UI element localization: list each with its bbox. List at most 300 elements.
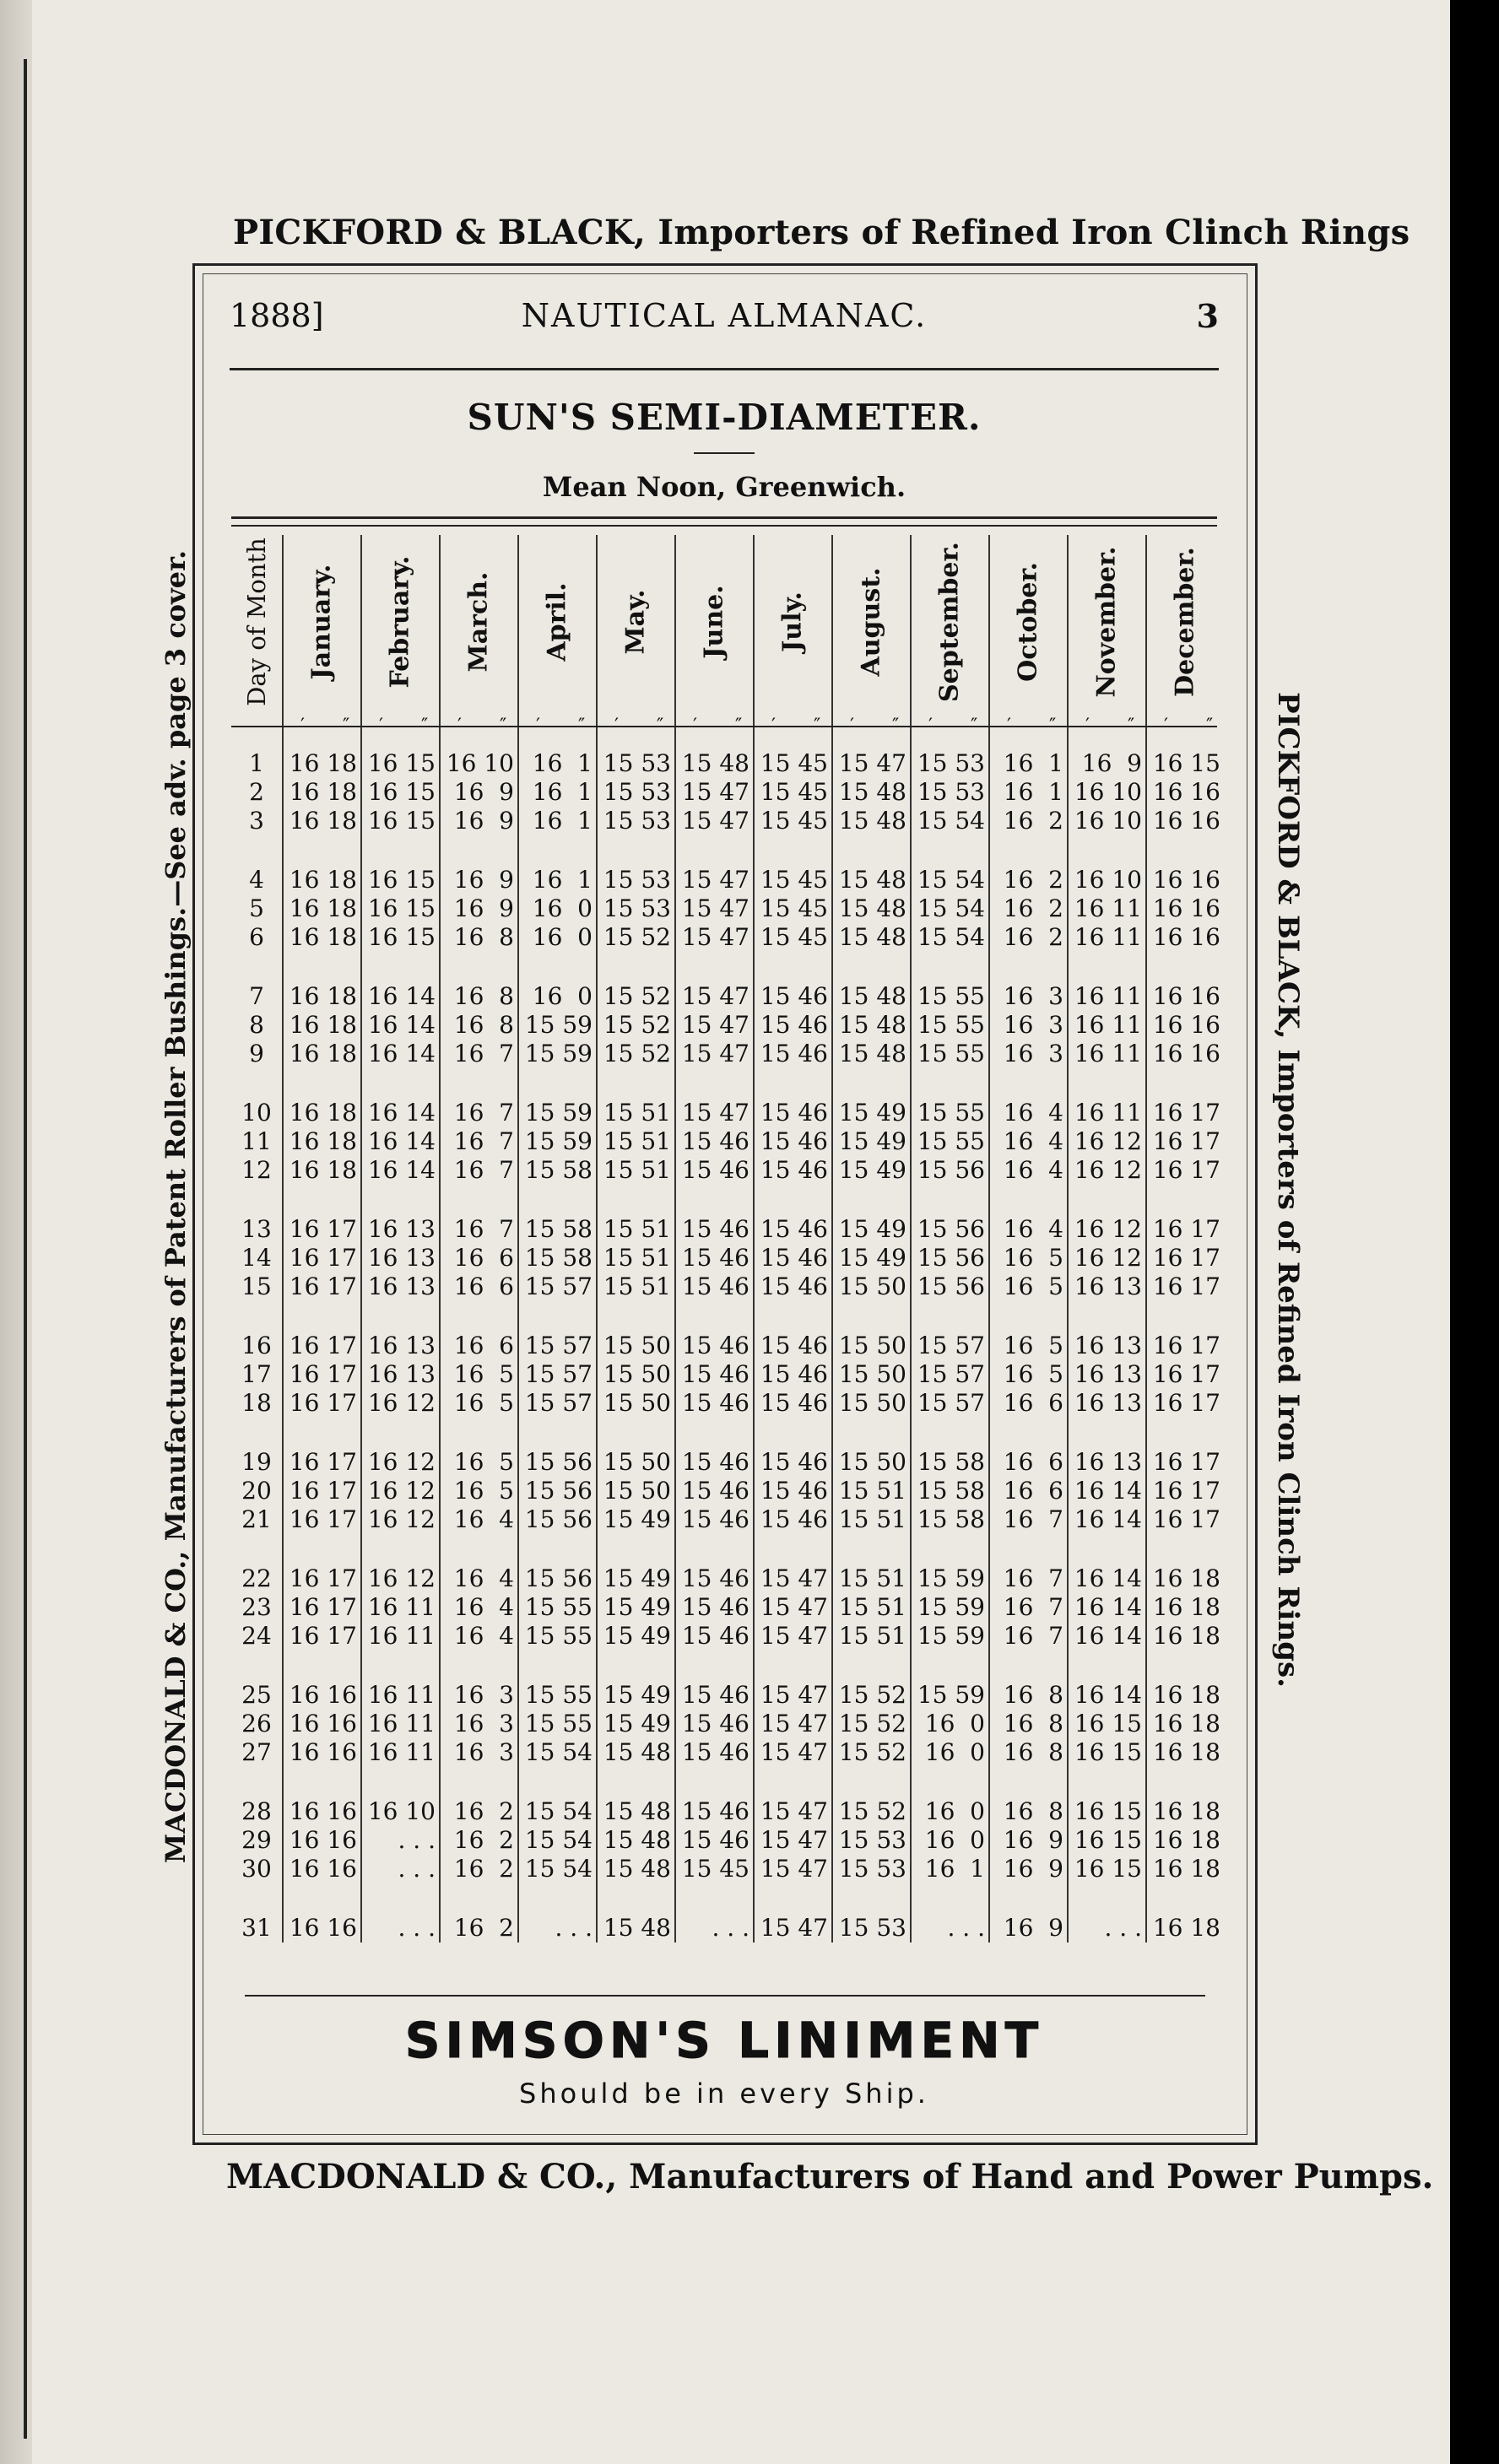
value-cell: 15 51 [603, 1215, 671, 1243]
value-cell: 16 4 [1003, 1127, 1063, 1155]
value-cell: 15 47 [681, 982, 750, 1010]
day-cell: 25 [241, 1681, 272, 1709]
value-cell: 15 50 [603, 1477, 671, 1505]
value-cell: 16 17 [1152, 1215, 1220, 1243]
value-cell: 15 53 [603, 807, 671, 835]
value-cell: 16 2 [1003, 866, 1063, 894]
value-cell: 15 55 [524, 1593, 593, 1621]
value-cell: 16 18 [1152, 1826, 1220, 1854]
value-cell: 16 13 [367, 1244, 436, 1272]
value-cell: 16 5 [453, 1448, 514, 1476]
page-edge-shadow [1450, 0, 1499, 2464]
value-cell: 16 7 [453, 1127, 514, 1155]
value-cell: 15 46 [681, 1244, 750, 1272]
value-cell: 15 46 [760, 982, 828, 1010]
value-cell: . . . [398, 1914, 436, 1942]
value-cell: 15 46 [760, 1273, 828, 1300]
value-cell: 16 16 [1152, 807, 1220, 835]
value-cell: 16 7 [453, 1215, 514, 1243]
column-header-month: July. [777, 592, 807, 652]
unit-seconds-mark: ″ [1128, 716, 1135, 737]
value-cell: 15 47 [681, 1099, 750, 1127]
value-cell: 16 8 [1003, 1738, 1063, 1766]
value-cell: 15 49 [603, 1505, 671, 1533]
unit-seconds-mark: ″ [735, 716, 743, 737]
day-cell: 9 [249, 1040, 264, 1067]
column-header-month: January. [306, 564, 336, 680]
day-cell: 22 [241, 1564, 272, 1592]
value-cell: 15 50 [838, 1389, 906, 1417]
day-cell: 28 [241, 1797, 272, 1825]
column-header-month: May. [620, 589, 650, 655]
value-cell: 16 7 [453, 1099, 514, 1127]
value-cell: 15 49 [603, 1564, 671, 1592]
value-cell: 16 17 [1152, 1127, 1220, 1155]
value-cell: 15 50 [838, 1273, 906, 1300]
day-cell: 21 [241, 1505, 272, 1533]
day-cell: 7 [249, 982, 264, 1010]
value-cell: 16 9 [1003, 1855, 1063, 1883]
table-row [231, 1622, 1220, 1651]
day-cell: 27 [241, 1738, 272, 1766]
value-cell: 15 53 [603, 866, 671, 894]
table-row [231, 866, 1220, 894]
value-cell: 16 18 [289, 1127, 357, 1155]
value-cell: 16 17 [1152, 1099, 1220, 1127]
value-cell: 15 49 [603, 1622, 671, 1650]
value-cell: 16 9 [1081, 749, 1142, 777]
value-cell: 15 47 [838, 749, 906, 777]
value-cell: 16 11 [1074, 1040, 1142, 1067]
value-cell: 15 46 [760, 1040, 828, 1067]
value-cell: 16 13 [367, 1360, 436, 1388]
table-row [231, 1215, 1220, 1244]
value-cell: 16 14 [1074, 1681, 1142, 1709]
value-cell: 15 48 [838, 1011, 906, 1039]
value-cell: 15 46 [681, 1448, 750, 1476]
value-cell: 15 50 [603, 1360, 671, 1388]
value-cell: 16 8 [1003, 1797, 1063, 1825]
value-cell: 16 17 [1152, 1244, 1220, 1272]
value-cell: 15 59 [524, 1040, 593, 1067]
value-cell: 15 55 [917, 982, 985, 1010]
value-cell: 16 10 [1074, 778, 1142, 806]
value-cell: 16 0 [924, 1797, 985, 1825]
value-cell: 16 5 [453, 1389, 514, 1417]
value-cell: 16 2 [453, 1826, 514, 1854]
column-header-month: April. [542, 582, 571, 662]
table-row [231, 1011, 1220, 1040]
value-cell: 16 6 [453, 1244, 514, 1272]
value-cell: 15 47 [760, 1797, 828, 1825]
value-cell: . . . [947, 1914, 985, 1942]
value-cell: 15 51 [603, 1099, 671, 1127]
title-rule [694, 452, 755, 454]
value-cell: 16 18 [289, 894, 357, 922]
unit-minutes-mark: ′ [771, 716, 776, 737]
value-cell: 15 52 [603, 1011, 671, 1039]
value-cell: 15 57 [524, 1332, 593, 1359]
value-cell: 15 56 [917, 1156, 985, 1184]
value-cell: 15 48 [603, 1914, 671, 1942]
value-cell: 15 45 [760, 749, 828, 777]
value-cell: 16 4 [453, 1593, 514, 1621]
value-cell: 16 18 [289, 1011, 357, 1039]
value-cell: 16 15 [367, 923, 436, 951]
unit-minutes-mark: ′ [379, 716, 383, 737]
table-title: SUN'S SEMI-DIAMETER. [467, 397, 982, 438]
value-cell: 16 14 [367, 1156, 436, 1184]
column-header-day: Day of Month [242, 538, 271, 706]
value-cell: 16 13 [1074, 1389, 1142, 1417]
binding-line [24, 59, 27, 2439]
bottom-advertisement: MACDONALD & CO., Manufacturers of Hand and Power Pumps. [226, 2157, 1434, 2197]
value-cell: 15 49 [838, 1099, 906, 1127]
column-divider [753, 727, 755, 1943]
value-cell: 16 17 [1152, 1156, 1220, 1184]
value-cell: 16 15 [1074, 1797, 1142, 1825]
value-cell: 16 17 [289, 1593, 357, 1621]
value-cell: 16 12 [1074, 1215, 1142, 1243]
column-divider [439, 727, 441, 1943]
value-cell: 15 58 [524, 1215, 593, 1243]
day-cell: 15 [241, 1273, 272, 1300]
value-cell: 15 48 [681, 749, 750, 777]
value-cell: 16 11 [1074, 1099, 1142, 1127]
value-cell: 16 9 [453, 807, 514, 835]
value-cell: 15 47 [760, 1564, 828, 1592]
value-cell: 15 56 [917, 1244, 985, 1272]
value-cell: 16 16 [289, 1681, 357, 1709]
value-cell: 15 48 [838, 1040, 906, 1067]
value-cell: 15 54 [917, 866, 985, 894]
table-row [231, 1914, 1220, 1943]
value-cell: 15 52 [838, 1710, 906, 1737]
value-cell: 16 8 [453, 1011, 514, 1039]
table-row [231, 1040, 1220, 1068]
unit-seconds-mark: ″ [1049, 716, 1057, 737]
column-divider [517, 727, 519, 1943]
value-cell: 16 10 [1074, 866, 1142, 894]
column-divider [360, 727, 362, 1943]
value-cell: 16 3 [453, 1681, 514, 1709]
value-cell: 15 59 [917, 1622, 985, 1650]
value-cell: 16 1 [532, 807, 593, 835]
unit-seconds-mark: ″ [971, 716, 978, 737]
unit-seconds-mark: ″ [814, 716, 821, 737]
ad-rule [245, 1995, 1205, 1997]
value-cell: 15 47 [760, 1681, 828, 1709]
unit-seconds-mark: ″ [892, 716, 900, 737]
value-cell: 16 15 [1074, 1710, 1142, 1737]
value-cell: 15 46 [760, 1389, 828, 1417]
value-cell: 15 45 [681, 1855, 750, 1883]
value-cell: 15 46 [681, 1505, 750, 1533]
value-cell: 16 18 [1152, 1593, 1220, 1621]
value-cell: 15 48 [603, 1738, 671, 1766]
value-cell: 15 47 [760, 1826, 828, 1854]
day-cell: 11 [241, 1127, 272, 1155]
value-cell: 16 18 [289, 866, 357, 894]
value-cell: 16 1 [1003, 778, 1063, 806]
value-cell: . . . [398, 1855, 436, 1883]
value-cell: 16 5 [453, 1360, 514, 1388]
value-cell: 15 53 [838, 1826, 906, 1854]
value-cell: 16 16 [1152, 1011, 1220, 1039]
value-cell: 16 16 [289, 1826, 357, 1854]
value-cell: 15 46 [681, 1389, 750, 1417]
value-cell: 16 0 [924, 1738, 985, 1766]
value-cell: 15 49 [603, 1593, 671, 1621]
value-cell: 16 13 [367, 1273, 436, 1300]
value-cell: 15 46 [681, 1215, 750, 1243]
value-cell: 16 17 [289, 1332, 357, 1359]
value-cell: 16 7 [1003, 1505, 1063, 1533]
value-cell: 15 46 [760, 1360, 828, 1388]
value-cell: 15 52 [838, 1797, 906, 1825]
value-cell: 16 14 [1074, 1477, 1142, 1505]
value-cell: 16 17 [1152, 1389, 1220, 1417]
value-cell: 16 14 [367, 982, 436, 1010]
value-cell: 16 13 [1074, 1360, 1142, 1388]
value-cell: 15 51 [603, 1244, 671, 1272]
value-cell: 15 51 [838, 1505, 906, 1533]
column-divider [831, 535, 833, 726]
value-cell: 15 46 [760, 1477, 828, 1505]
day-cell: 4 [249, 866, 264, 894]
value-cell: 15 58 [524, 1156, 593, 1184]
value-cell: 15 50 [603, 1448, 671, 1476]
table-row [231, 1099, 1220, 1127]
unit-minutes-mark: ′ [850, 716, 854, 737]
value-cell: 15 52 [838, 1681, 906, 1709]
value-cell: 16 5 [453, 1477, 514, 1505]
value-cell: 16 18 [1152, 1622, 1220, 1650]
value-cell: 16 4 [453, 1505, 514, 1533]
value-cell: 15 47 [760, 1593, 828, 1621]
value-cell: 15 56 [524, 1448, 593, 1476]
value-cell: 15 46 [760, 1127, 828, 1155]
value-cell: 15 48 [603, 1797, 671, 1825]
column-divider [910, 535, 912, 726]
value-cell: 15 47 [760, 1738, 828, 1766]
value-cell: 15 46 [681, 1273, 750, 1300]
column-divider [753, 535, 755, 726]
unit-minutes-mark: ′ [928, 716, 933, 737]
column-divider [674, 535, 676, 726]
value-cell: 15 53 [838, 1914, 906, 1942]
value-cell: 15 46 [760, 1332, 828, 1359]
column-divider [517, 535, 519, 726]
value-cell: 16 13 [367, 1332, 436, 1359]
value-cell: 16 17 [1152, 1448, 1220, 1476]
value-cell: 16 2 [1003, 923, 1063, 951]
value-cell: 15 52 [603, 923, 671, 951]
value-cell: 16 14 [1074, 1593, 1142, 1621]
value-cell: 16 15 [1074, 1738, 1142, 1766]
value-cell: 15 56 [917, 1273, 985, 1300]
value-cell: 16 5 [1003, 1360, 1063, 1388]
value-cell: 16 18 [1152, 1710, 1220, 1737]
table-row [231, 894, 1220, 923]
value-cell: 16 18 [289, 749, 357, 777]
value-cell: 15 46 [681, 1622, 750, 1650]
value-cell: 15 57 [524, 1273, 593, 1300]
day-cell: 14 [241, 1244, 272, 1272]
ad-title: SIMSON'S LINIMENT [404, 2012, 1044, 2069]
value-cell: 15 47 [681, 778, 750, 806]
value-cell: 15 55 [917, 1040, 985, 1067]
value-cell: 15 47 [760, 1855, 828, 1883]
value-cell: . . . [712, 1914, 750, 1942]
value-cell: 16 17 [1152, 1360, 1220, 1388]
value-cell: 15 48 [838, 866, 906, 894]
day-cell: 18 [241, 1389, 272, 1417]
value-cell: 16 18 [289, 807, 357, 835]
table-row [231, 1505, 1220, 1534]
value-cell: 16 15 [367, 807, 436, 835]
unit-seconds-mark: ″ [343, 716, 350, 737]
value-cell: 16 10 [367, 1797, 436, 1825]
value-cell: 16 10 [446, 749, 514, 777]
value-cell: 16 11 [367, 1738, 436, 1766]
column-divider [1067, 727, 1069, 1943]
day-cell: 5 [249, 894, 264, 922]
value-cell: 15 57 [917, 1332, 985, 1359]
value-cell: . . . [555, 1914, 593, 1942]
value-cell: 15 50 [603, 1332, 671, 1359]
value-cell: 15 47 [760, 1914, 828, 1942]
value-cell: 16 7 [453, 1040, 514, 1067]
value-cell: 16 17 [1152, 1273, 1220, 1300]
value-cell: 15 46 [681, 1477, 750, 1505]
column-divider [439, 535, 441, 726]
day-cell: 23 [241, 1593, 272, 1621]
value-cell: 15 57 [917, 1389, 985, 1417]
day-cell: 10 [241, 1099, 272, 1127]
value-cell: 16 17 [289, 1389, 357, 1417]
value-cell: 15 53 [603, 778, 671, 806]
table-row [231, 1389, 1220, 1418]
value-cell: 16 13 [1074, 1332, 1142, 1359]
value-cell: 16 2 [453, 1855, 514, 1883]
value-cell: 15 51 [603, 1156, 671, 1184]
value-cell: 16 17 [289, 1360, 357, 1388]
value-cell: 16 17 [1152, 1505, 1220, 1533]
value-cell: 16 15 [1074, 1826, 1142, 1854]
value-cell: 16 18 [1152, 1564, 1220, 1592]
value-cell: 16 13 [367, 1215, 436, 1243]
value-cell: 15 46 [681, 1710, 750, 1737]
value-cell: 15 47 [760, 1622, 828, 1650]
value-cell: 15 46 [760, 1099, 828, 1127]
value-cell: 15 55 [917, 1127, 985, 1155]
table-row [231, 749, 1220, 778]
table-subtitle: Mean Noon, Greenwich. [542, 471, 906, 503]
value-cell: 16 2 [453, 1797, 514, 1825]
column-divider [910, 727, 912, 1943]
value-cell: 16 3 [453, 1738, 514, 1766]
value-cell: 15 54 [917, 923, 985, 951]
value-cell: 16 9 [1003, 1914, 1063, 1942]
value-cell: . . . [398, 1826, 436, 1854]
day-cell: 12 [241, 1156, 272, 1184]
unit-minutes-mark: ′ [614, 716, 619, 737]
value-cell: 16 6 [1003, 1477, 1063, 1505]
table-row [231, 1826, 1220, 1855]
value-cell: 16 4 [453, 1622, 514, 1650]
value-cell: 16 11 [367, 1622, 436, 1650]
value-cell: 16 5 [1003, 1332, 1063, 1359]
column-divider [1145, 535, 1147, 726]
value-cell: 15 51 [838, 1593, 906, 1621]
value-cell: 16 17 [289, 1448, 357, 1476]
column-divider [674, 727, 676, 1943]
value-cell: 15 54 [917, 894, 985, 922]
column-divider [282, 727, 284, 1943]
value-cell: 16 7 [1003, 1564, 1063, 1592]
column-divider [988, 535, 990, 726]
value-cell: 15 45 [760, 894, 828, 922]
day-cell: 30 [241, 1855, 272, 1883]
table-row [231, 1681, 1220, 1710]
value-cell: 16 3 [1003, 1011, 1063, 1039]
binding-edge [0, 0, 32, 2464]
value-cell: 15 54 [524, 1826, 593, 1854]
value-cell: 16 18 [1152, 1681, 1220, 1709]
value-cell: 16 14 [367, 1011, 436, 1039]
value-cell: 16 17 [289, 1564, 357, 1592]
value-cell: 16 8 [453, 923, 514, 951]
day-cell: 13 [241, 1215, 272, 1243]
value-cell: 16 1 [924, 1855, 985, 1883]
value-cell: 16 6 [1003, 1389, 1063, 1417]
value-cell: 15 51 [603, 1127, 671, 1155]
value-cell: 16 1 [532, 749, 593, 777]
value-cell: 16 1 [532, 866, 593, 894]
value-cell: 16 9 [453, 866, 514, 894]
unit-minutes-mark: ′ [1007, 716, 1011, 737]
value-cell: 16 16 [1152, 923, 1220, 951]
table-row [231, 982, 1220, 1011]
value-cell: 15 46 [681, 1360, 750, 1388]
value-cell: 16 18 [289, 778, 357, 806]
value-cell: 15 59 [917, 1681, 985, 1709]
table-row [231, 807, 1220, 835]
value-cell: 15 46 [760, 1011, 828, 1039]
day-cell: 6 [249, 923, 264, 951]
value-cell: 15 51 [838, 1622, 906, 1650]
table-row [231, 1244, 1220, 1273]
value-cell: 16 13 [1074, 1273, 1142, 1300]
value-cell: 16 15 [367, 749, 436, 777]
value-cell: 16 11 [367, 1710, 436, 1737]
value-cell: 16 16 [1152, 982, 1220, 1010]
top-advertisement: PICKFORD & BLACK, Importers of Refined Iron Clinch Rings [233, 213, 1410, 252]
value-cell: 15 49 [838, 1244, 906, 1272]
table-row [231, 1593, 1220, 1622]
value-cell: . . . [1104, 1914, 1142, 1942]
value-cell: 16 18 [289, 1040, 357, 1067]
value-cell: 16 17 [289, 1215, 357, 1243]
value-cell: 15 55 [917, 1011, 985, 1039]
value-cell: 16 0 [924, 1710, 985, 1737]
value-cell: 16 18 [1152, 1738, 1220, 1766]
unit-seconds-mark: ″ [657, 716, 664, 737]
value-cell: 16 12 [367, 1564, 436, 1592]
value-cell: 15 47 [681, 923, 750, 951]
value-cell: 16 12 [367, 1477, 436, 1505]
